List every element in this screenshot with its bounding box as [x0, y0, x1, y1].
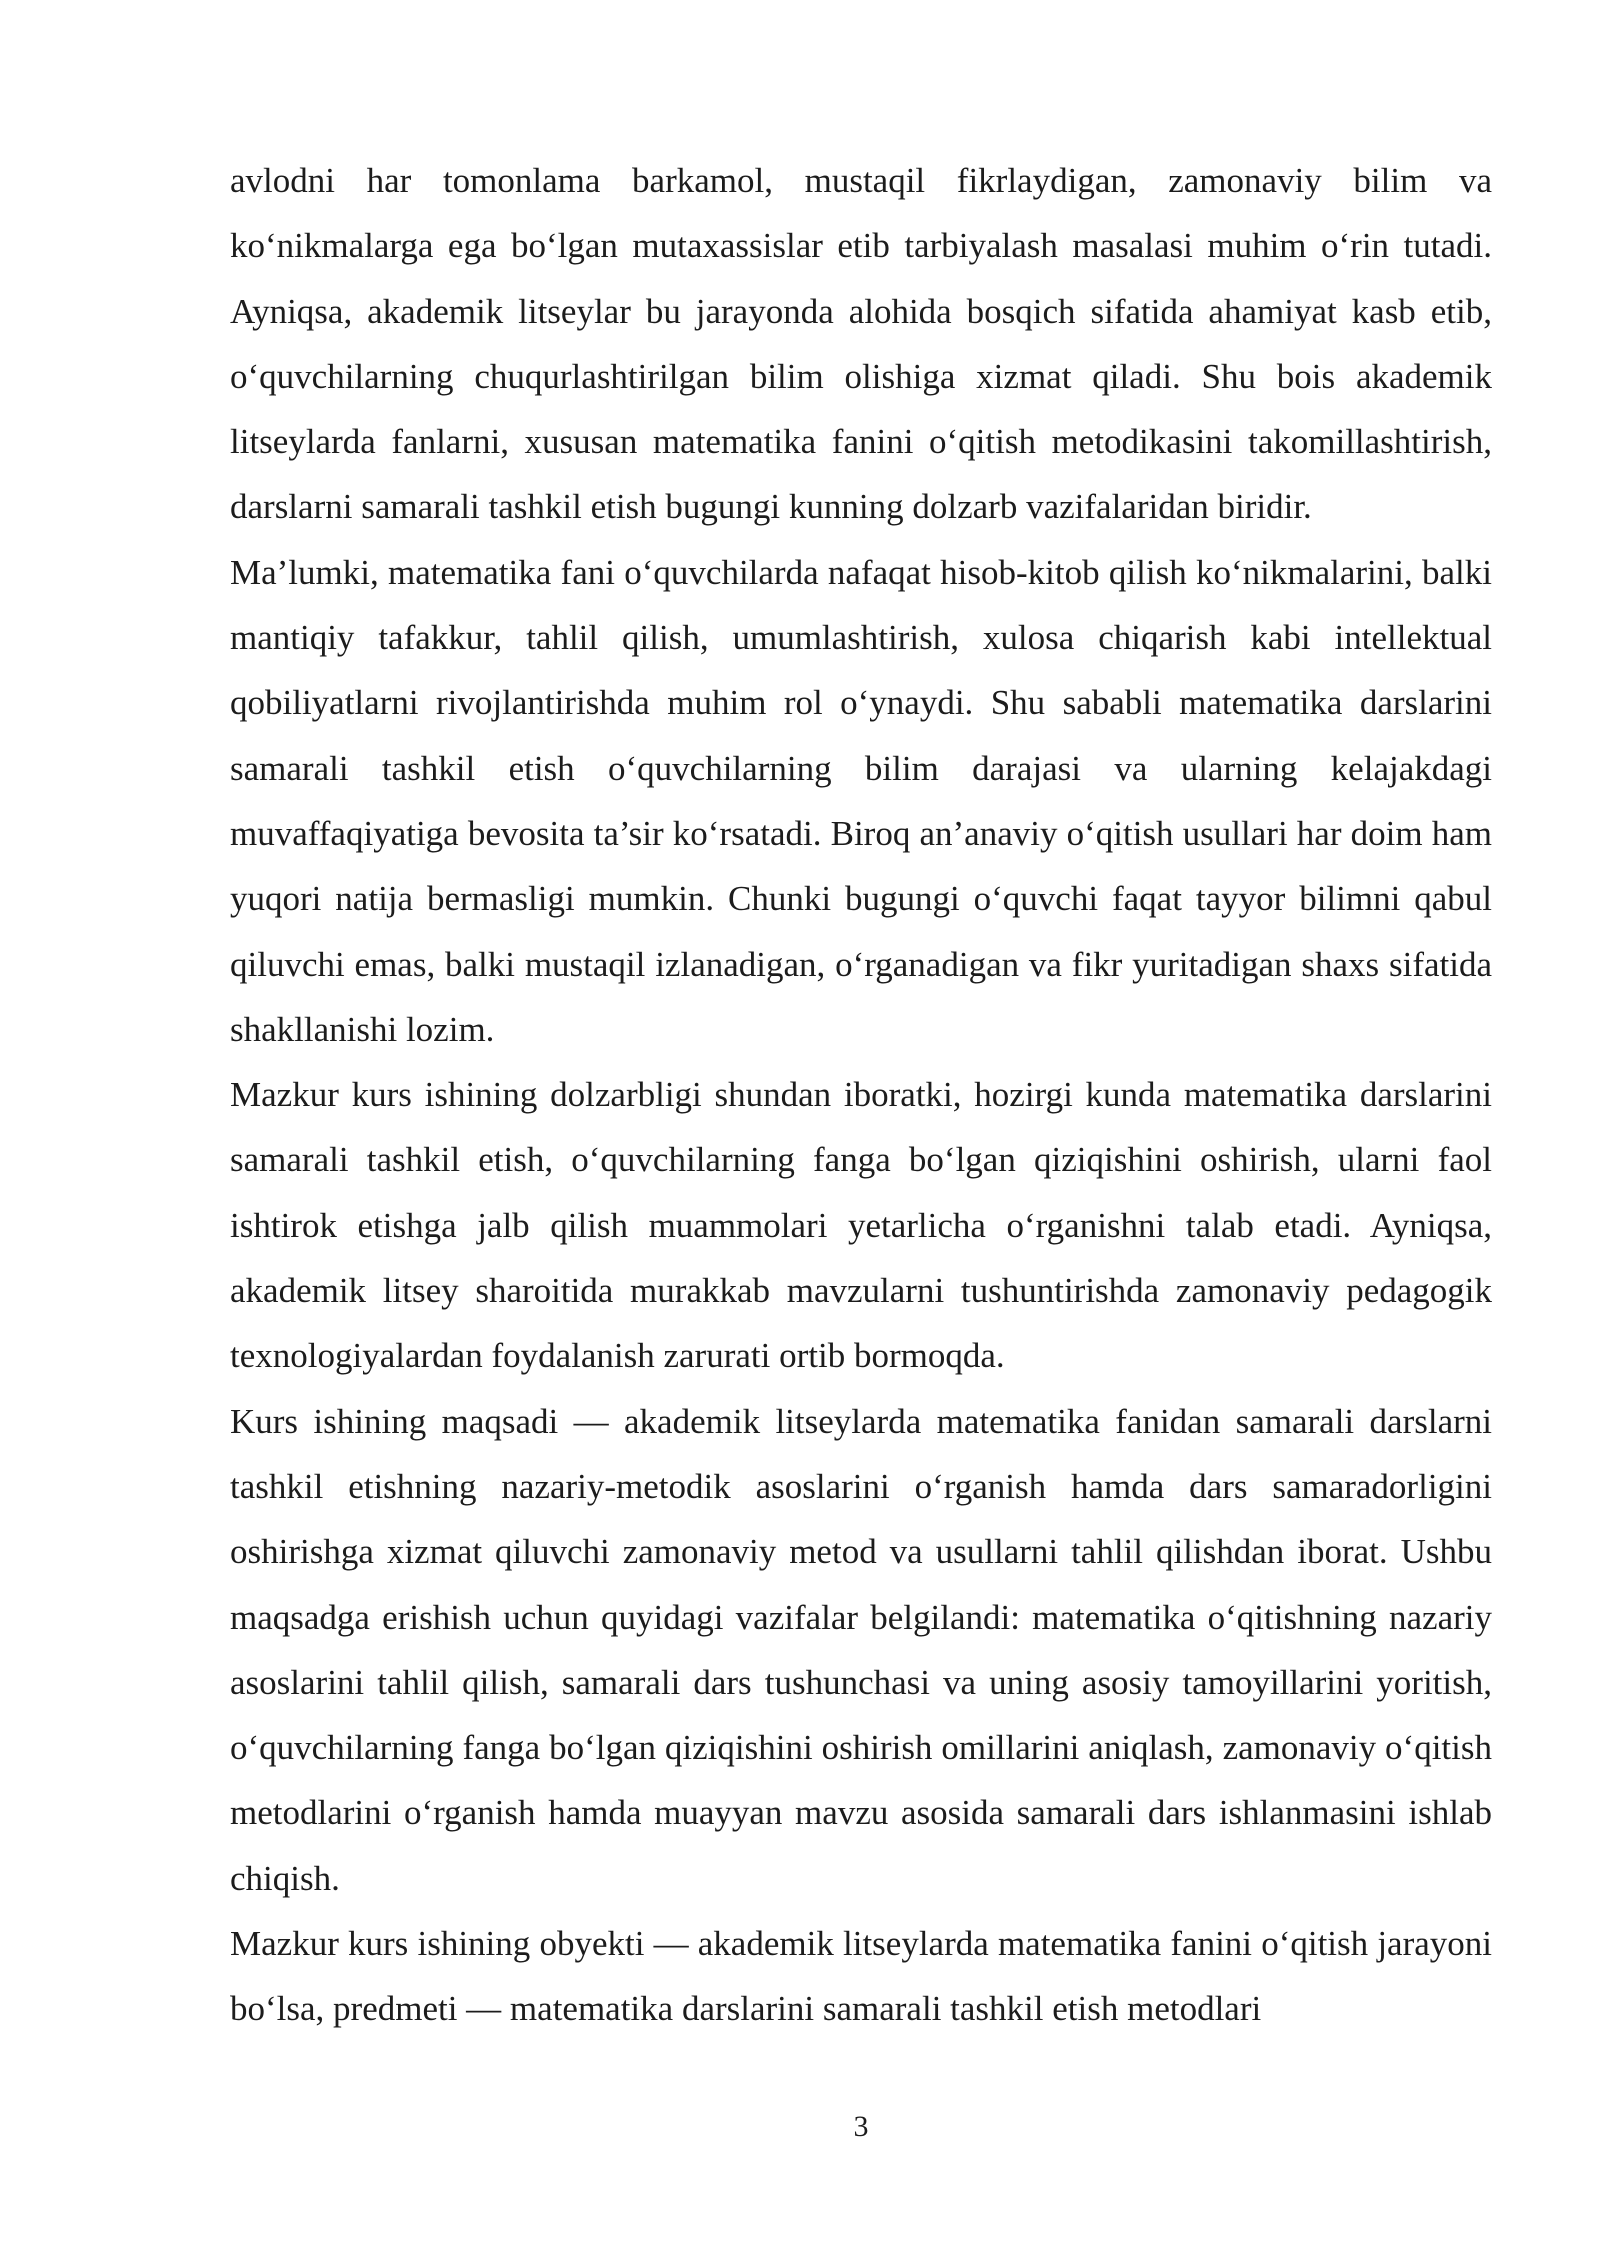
page-number: 3 [853, 2110, 869, 2143]
paragraph-1: avlodni har tomonlama barkamol, mustaqil fikrlaydigan, zamonaviy bilim va ko‘nikmalarga ega bo‘lgan mutaxassislar etib tarbiyalash masalasi muhim o‘rin tutadi. Ayniqsa, akademik litseylar bu jarayonda alohida bosqich sifatida ahamiyat kasb etib, o‘quvchilarning chuqurlashtirilgan bilim olishiga xizmat qiladi. Shu bois akademik litseylarda fanlarni, xususan matematika fanini o‘qitish metodikasini takomillashtirish, darslarni samarali tashkil etish bugungi kunning dolzarb vazifalaridan biridir. [230, 161, 1492, 527]
paragraph-2: Ma’lumki, matematika fani o‘quvchilarda nafaqat hisob-kitob qilish ko‘nikmalarini, balki mantiqiy tafakkur, tahlil qilish, umumlashtirish, xulosa chiqarish kabi intellektual qobiliyatlarni rivojlantirishda muhim rol o‘ynaydi. Shu sababli matematika darslarini samarali tashkil etish o‘quvchilarning bilim darajasi va ularning kelajakdagi muvaffaqiyatiga bevosita ta’sir ko‘rsatadi. Biroq an’anaviy o‘qitish usullari har doim ham yuqori natija bermasligi mumkin. Chunki bugungi o‘quvchi faqat tayyor bilimni qabul qiluvchi emas, balki mustaqil izlanadigan, o‘rganadigan va fikr yuritadigan shaxs sifatida shakllanishi lozim. [230, 552, 1492, 1049]
body-text [230, 148, 1492, 2042]
paragraph-5: Mazkur kurs ishining obyekti — akademik litseylarda matematika fanini o‘qitish jarayoni bo‘lsa, predmeti — matematika darslarini samarali tashkil etish metodlari [230, 1924, 1492, 2029]
paragraph-3: Mazkur kurs ishining dolzarbligi shundan iboratki, hozirgi kunda matematika darslarini samarali tashkil etish, o‘quvchilarning fanga bo‘lgan qiziqishini oshirish, ularni faol ishtirok etishga jalb qilish muammolari yetarlicha o‘rganishni talab etadi. Ayniqsa, akademik litsey sharoitida murakkab mavzularni tushuntirishda zamonaviy pedagogik texnologiyalardan foydalanish zarurati ortib bormoqda. [230, 1075, 1492, 1376]
paragraph-4: Kurs ishining maqsadi — akademik litseylarda matematika fanidan samarali darslarni tashkil etishning nazariy-metodik asoslarini o‘rganish hamda dars samaradorligini oshirishga xizmat qiluvchi zamonaviy metod va usullarni tahlil qilishdan iborat. Ushbu maqsadga erishish uchun quyidagi vazifalar belgilandi: matematika o‘qitishning nazariy asoslarini tahlil qilish, samarali dars tushunchasi va uning asosiy tamoyillarini yoritish, o‘quvchilarning fanga bo‘lgan qiziqishini oshirish omillarini aniqlash, zamonaviy o‘qitish metodlarini o‘rganish hamda muayyan mavzu asosida samarali dars ishlanmasini ishlab chiqish. [230, 1401, 1492, 1898]
